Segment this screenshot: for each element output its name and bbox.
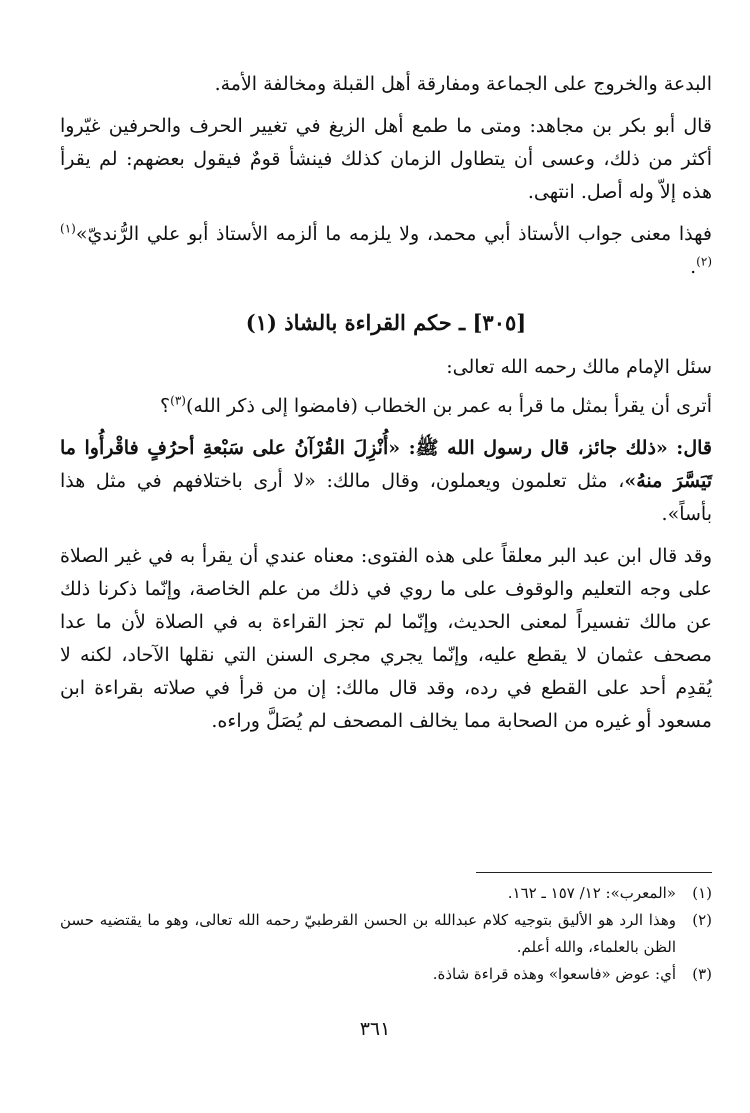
question-mark: ؟: [160, 395, 171, 417]
paragraph-ibn-mujahid: قال أبو بكر بن مجاهد: ومتى ما طمع أهل الزيغ في تغيير الحرف والحرفين غيّروا أكثر من ذلك، وعسى أن يتطاول الزمان كذلك فينشأ قومٌ فيقول بعضهم: لم يقرأ هذه إلاّ وله أصل. انتهى.: [60, 115, 712, 203]
answer-paragraph: [60, 432, 712, 531]
footnote-divider: [476, 872, 712, 873]
paragraph-conclusion: [60, 218, 712, 284]
footnote-text: أي: عوض «فاسعوا» وهذه قراءة شاذة.: [432, 965, 676, 983]
footnote-number: (١): [692, 884, 712, 902]
question-intro: سئل الإمام مالك رحمه الله تعالى:: [446, 356, 712, 378]
footnote-2: [60, 907, 712, 961]
footnote-3: [60, 961, 712, 988]
main-text: [60, 68, 712, 738]
footnote-text: «المعرب»: ١٢/ ١٥٧ ـ ١٦٢.: [507, 884, 676, 902]
question-text: [60, 390, 712, 423]
paragraph-intro-end: البدعة والخروج على الجماعة ومفارقة أهل القبلة ومخالفة الأمة.: [214, 73, 712, 95]
footnote-number: (٣): [692, 965, 712, 983]
footnote-text: وهذا الرد هو الأليق بتوجيه كلام عبدالله بن الحسن القرطبيّ رحمه الله تعالى، وهو ما يقتضيه حسن الظن بالعلماء، والله أعلم.: [60, 911, 676, 956]
answer-rest: ، مثل تعلمون ويعملون، وقال مالك: «لا أرى باختلافهم في مثل هذا بأساً».: [60, 470, 712, 525]
footnote-1: [60, 880, 712, 907]
question-body: أترى أن يقرأ بمثل ما قرأ به عمر بن الخطاب (فامضوا إلى ذكر الله): [185, 395, 712, 417]
footnote-refs-1-2: (١)(٢): [60, 221, 712, 269]
footnotes: [60, 880, 712, 988]
footnote-number: (٢): [692, 911, 712, 929]
footnote-ref-3: (٣): [170, 393, 186, 408]
conclusion-end: .: [690, 256, 697, 278]
section-heading: [٣٠٥] ـ حكم القراءة بالشاذ (١): [245, 310, 527, 335]
paragraph-ibn-abd-al-barr: وقد قال ابن عبد البر معلقاً على هذه الفتوى: معناه عندي أن يقرأ به في غير الصلاة على وجه التعليم والوقوف على ما روي في ذلك من علم الخاصة، وإنّما ذكرنا ذلك عن مالك تفسيراً لمعنى الحديث، وإنّما لم تجز القراءة به في الصلاة لأن ما عدا مصحف عثمان لا يقطع عليه، وإنّما يجري مجرى السنن التي نقلها الآحاد، لكنه لا يُقدِم أحد على القطع في رده، وقد قال مالك: إن من قرأ في صلاته بقراءة ابن مسعود أو غيره من الصحابة مما يخالف المصحف لم يُصَلَّ وراءه.: [60, 545, 712, 732]
answer-hadith: قال: «ذلك جائز، قال رسول الله ﷺ: «أُنْزِلَ القُرْآنُ على سَبْعةِ أحرُفٍ فاقْرأُوا ما تَيَسَّرَ منهُ»: [60, 437, 712, 492]
page-number: ٣٦١: [359, 1018, 391, 1040]
conclusion-text: فهذا معنى جواب الأستاذ أبي محمد، ولا يلزمه ما ألزمه الأستاذ أبو علي الرُّنديّ»: [75, 223, 712, 245]
